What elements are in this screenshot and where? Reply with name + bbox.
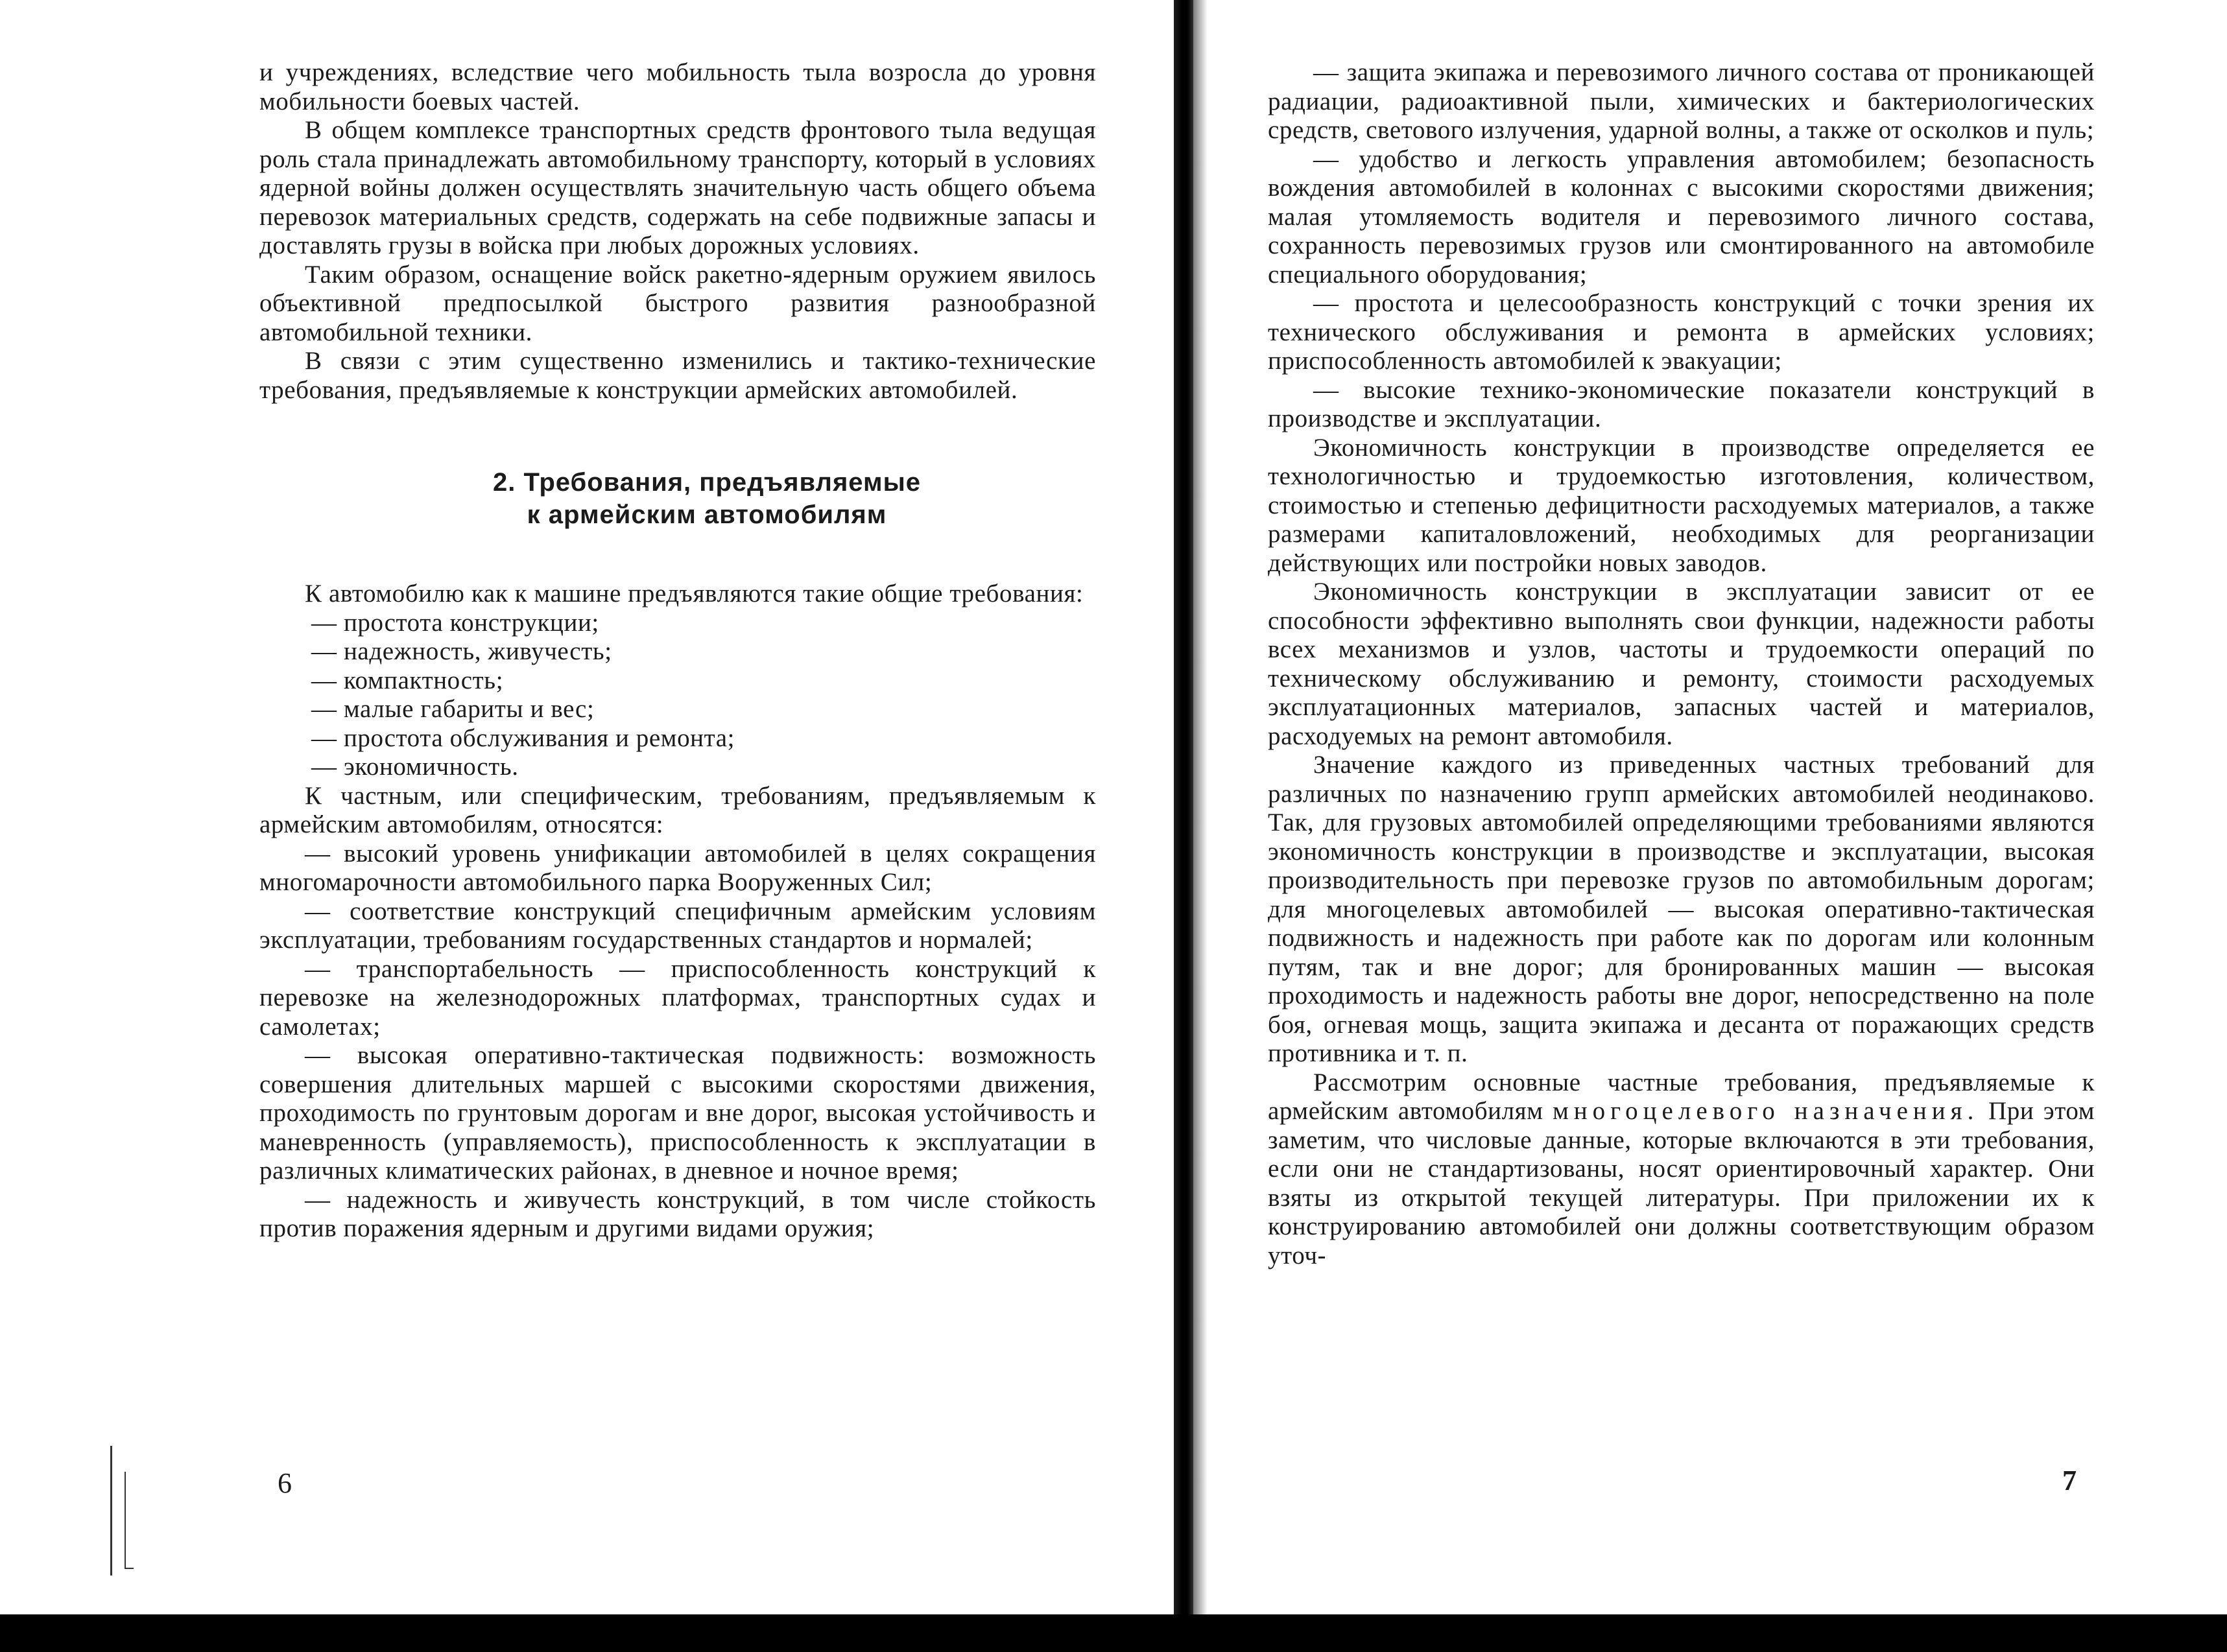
left-text-column [259,58,1096,1244]
paragraph-text: При этом заметим, что числовые данные, которые включаются в эти требования, если они не стандартизованы, носят ориентировочный характер. Они взяты из открытой текущей литературы. При приложении их к конструированию автомобилей они должны соответствующим образом уточ- [1268,1097,2095,1269]
paragraph: В общем комплексе транспортных средств фронтового тыла ведущая роль стала принадлежать автомобильному транспорту, который в условиях ядерной войны должен осуществлять значительную часть общего объема перевозок материальных средств, содержать на себе подвижные запасы и доставлять грузы в войска при любых дорожных условиях. [259,116,1096,259]
paragraph: — простота и целесообразность конструкций с точки зрения их технического обслуживания и ремонта в армейских условиях; приспособленность автомобилей к эвакуации; [1268,289,2095,375]
page-number: 7 [2062,1465,2077,1496]
right-text-column [1268,58,2095,1270]
list-item: — малые габариты и вес; [311,695,595,723]
paragraph: — надежность и живучесть конструкций, в том числе стойкость против поражения ядерным и другими видами оружия; [259,1185,1096,1242]
list-item: — простота конструкции; [311,608,599,637]
section-heading-line-2: к армейским автомобилям [527,501,887,529]
paragraph: — высокий уровень унификации автомобилей в целях сокращения многомарочности автомобильного парка Вооруженных Сил; [259,839,1096,896]
paragraph: Экономичность конструкции в эксплуатации зависит от ее способности эффективно выполнять свои функции, надежности работы всех механизмов и узлов, частоты и трудоемкости операций по техническому обслуживанию и ремонту, стоимости расходуемых эксплуатационных материалов, запасных частей и материалов, расходуемых на ремонт автомобиля. [1268,578,2095,750]
scan-border [0,1614,2227,1652]
paragraph: Таким образом, оснащение войск ракетно-ядерным оружием явилось объективной предпосылкой быстрого развития разнообразной автомобильной техники. [259,260,1096,346]
list-item: — надежность, живучесть; [311,637,612,665]
paragraph: и учреждениях, вследствие чего мобильность тыла возросла до уровня мобильности боевых частей. [259,58,1096,115]
specific-requirements-intro: К частным, или специфическим, требованиям, предъявляемым к армейским автомобилям, относятся: [259,781,1096,838]
list-item: — простота обслуживания и ремонта; [311,724,735,752]
section-heading [259,466,1096,531]
paragraph: — высокие технико-экономические показатели конструкций в производстве и эксплуатации. [1268,375,2095,432]
paragraph: Значение каждого из приведенных частных требований для различных по назначению групп армейских автомобилей неодинаково. Так, для грузовых автомобилей определяющими требованиями являются экономичность конструкции в производстве и эксплуатации, высокая производительность при перевозке грузов по автомобильным дорогам; для многоцелевых автомобилей — высокая оперативно-тактическая подвижность и надежность при работе как по дорогам или колонным путям, так и вне дорог; для бронированных машин — высокая проходимость и надежность работы вне дорог, непосредственно на поле боя, огневая мощь, защита экипажа и десанта от поражающих средств противника и т. п. [1268,751,2095,1067]
emphasized-text: многоцелевого назначения. [1553,1097,1979,1125]
book-spine [1174,0,1193,1614]
paragraph: — удобство и легкость управления автомобилем; безопасность вождения автомобилей в колоннах с высокими скоростями движения; малая утомляемость водителя и перевозимого личного состава, сохранность перевозимых грузов или смонтированного на автомобиле специального оборудования; [1268,145,2095,289]
paragraph: — транспортабельность — приспособленность конструкций к перевозке на железнодорожных платформах, транспортных судах и самолетах; [259,954,1096,1041]
paragraph: — высокая оперативно-тактическая подвижность: возможность совершения длительных маршей с высокими скоростями движения, проходимость по грунтовым дорогам и вне дорог, высокая устойчивость и маневренность (управляемость), приспособленность к эксплуатации в различных климатических районах, в дневное и ночное время; [259,1041,1096,1185]
general-requirements-intro: К автомобилю как к машине предъявляются такие общие требования: [305,580,1084,608]
paragraph [1268,1068,2095,1271]
paragraph: В связи с этим существенно изменились и тактико-технические требования, предъявляемые к конструкции армейских автомобилей. [259,347,1096,404]
page-number: 6 [278,1467,292,1499]
margin-marks [110,1446,156,1575]
list-item: — компактность; [311,666,504,694]
list-item: — экономичность. [311,753,519,781]
paragraph: — защита экипажа и перевозимого личного состава от проникающей радиации, радиоактивной пыли, химических и бактериологических средств, светового излучения, ударной волны, а также от осколков и пуль; [1268,58,2095,144]
section-heading-line-1: 2. Требования, предъявляемые [492,468,922,497]
paragraph: Экономичность конструкции в производстве определяется ее технологичностью и трудоемкостью изготовления, количеством, стоимостью и степенью дефицитности расходуемых материалов, а также размерами капиталовложений, необходимых для реорганизации действующих или постройки новых заводов. [1268,433,2095,577]
paragraph-text: Рассмотрим основные частные требования, предъявляемые к армейским автомобилям [1268,1068,2095,1125]
paragraph: — соответствие конструкций специфичным армейским условиям эксплуатации, требованиям государственных стандартов и нормалей; [259,897,1096,954]
